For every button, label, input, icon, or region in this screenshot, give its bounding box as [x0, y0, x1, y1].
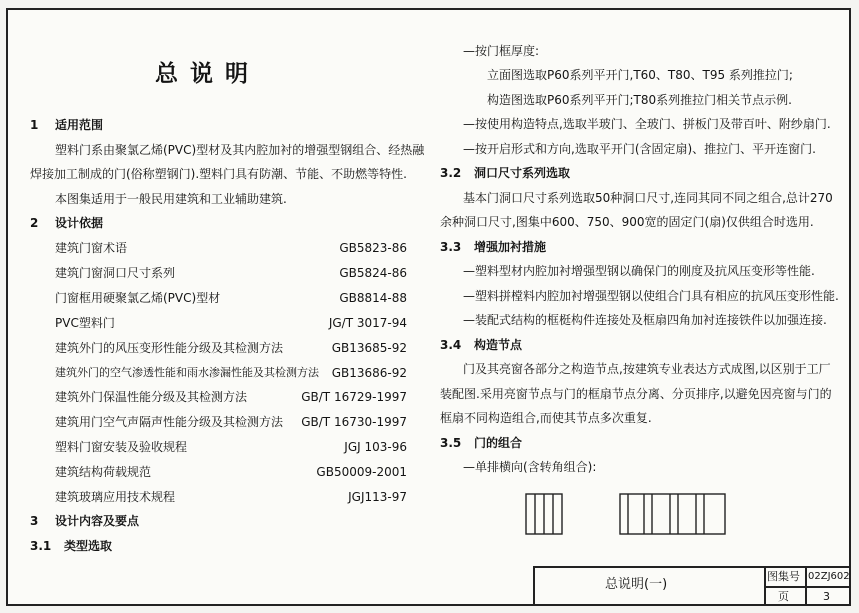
- atlas-number-value: 02ZJ602: [808, 571, 850, 582]
- standard-code: GB/T 16729-1997: [301, 390, 407, 404]
- section-3-3-line-3: —装配式结构的框梃构件连接处及框扇四角加衬连接铁件以加强连接.: [463, 313, 827, 327]
- title-block-left-border: [533, 566, 535, 606]
- section-1-num: 1: [30, 118, 39, 132]
- section-3-3-line-1: —塑料型材内腔加衬增强型钢以确保门的刚度及抗风压变形等性能.: [463, 264, 815, 278]
- section-3-4-title: 构造节点: [474, 338, 523, 352]
- section-1-para-line-1: 塑料门系由聚氯乙烯(PVC)型材及其内腔加衬的增强型钢组合、经热融: [55, 143, 425, 157]
- standard-name: 建筑门窗洞口尺寸系列: [55, 266, 176, 280]
- standard-code: GB/T 16730-1997: [301, 415, 407, 429]
- single-door-pair-sketch: [526, 494, 562, 534]
- standard-name: PVC塑料门: [55, 316, 115, 330]
- standard-code: GB5823-86: [339, 241, 407, 255]
- section-3-4-num: 3.4: [440, 338, 462, 352]
- section-3-1-num: 3.1: [30, 539, 52, 553]
- page-label: 页: [778, 590, 789, 603]
- section-3-4-line-3: 框扇不同构造组合,而使其节点多次重复.: [440, 411, 652, 425]
- section-3-3-line-2: —塑料拼樘料内腔加衬增强型钢以使组合门具有相应的抗风压变形性能.: [463, 289, 839, 303]
- section-3-5-line-1: —单排横向(含转角组合):: [463, 460, 597, 474]
- elevation-selection: 立面图选取P60系列平开门,T60、T80、T95 系列推拉门;: [487, 68, 793, 82]
- standard-name: 建筑外门的风压变形性能分级及其检测方法: [55, 341, 284, 355]
- standard-name: 塑料门窗安装及验收规程: [55, 440, 188, 454]
- standard-code: JGJ 103-96: [344, 440, 407, 454]
- section-3-1-title: 类型选取: [64, 539, 113, 553]
- multi-door-combination-sketch: [620, 494, 725, 534]
- section-2-title: 设计依据: [55, 216, 104, 230]
- standard-code: GB13686-92: [331, 366, 407, 380]
- section-3-4-line-2: 装配图.采用亮窗节点与门的框扇节点分离、分页排序,以避免因亮窗与门的: [440, 387, 832, 401]
- door-frame-thickness-heading: —按门框厚度:: [463, 44, 540, 58]
- section-3-title: 设计内容及要点: [55, 514, 140, 528]
- section-3-2-line-2: 余种洞口尺寸,图集中600、750、900宽的固定门(扇)仅供组合时选用.: [440, 215, 814, 229]
- standard-name: 建筑外门的空气渗透性能和雨水渗漏性能及其检测方法: [55, 366, 319, 379]
- standard-code: GB13685-92: [331, 341, 407, 355]
- title-block-row-divider: [764, 586, 851, 588]
- standard-name: 门窗框用硬聚氯乙烯(PVC)型材: [55, 291, 221, 305]
- standard-name: 建筑玻璃应用技术规程: [55, 490, 176, 504]
- section-3-5-num: 3.5: [440, 436, 462, 450]
- opening-type-selection: —按开启形式和方向,选取平开门(含固定扇)、推拉门、平开连窗门.: [463, 142, 816, 156]
- standard-name: 建筑外门保温性能分级及其检测方法: [55, 390, 248, 404]
- atlas-number-label: 图集号: [767, 570, 800, 583]
- section-3-4-line-1: 门及其亮窗各部分之构造节点,按建筑专业表达方式成图,以区别于工厂: [463, 362, 831, 376]
- title-block-top-border: [533, 566, 851, 568]
- section-3-3-num: 3.3: [440, 240, 462, 254]
- standard-code: JGJ113-97: [348, 490, 407, 504]
- section-3-2-line-1: 基本门洞口尺寸系列选取50种洞口尺寸,连同其同不同之组合,总计270: [463, 191, 833, 205]
- page-title: 总说明: [155, 61, 260, 87]
- construction-selection: 构造图选取P60系列平开门;T80系列推拉门相关节点示例.: [487, 93, 792, 107]
- section-3-5-title: 门的组合: [474, 436, 523, 450]
- standard-name: 建筑用门空气声隔声性能分级及其检测方法: [55, 415, 284, 429]
- page-number: 3: [823, 590, 830, 603]
- section-3-2-num: 3.2: [440, 166, 462, 180]
- section-3-2-title: 洞口尺寸系列选取: [474, 166, 571, 180]
- standard-name: 建筑结构荷载规范: [55, 465, 152, 479]
- section-1-title: 适用范围: [55, 118, 104, 132]
- standard-code: GB8814-88: [339, 291, 407, 305]
- sheet-name: 总说明(一): [605, 577, 668, 592]
- section-1-para-2: 本图集适用于一般民用建筑和工业辅助建筑.: [55, 192, 287, 206]
- standard-name: 建筑门窗术语: [55, 241, 128, 255]
- standard-code: GB50009-2001: [316, 465, 407, 479]
- section-3-3-title: 增强加衬措施: [474, 240, 547, 254]
- door-combination-diagram: [520, 490, 735, 540]
- standard-code: JG/T 3017-94: [328, 316, 407, 330]
- section-2-num: 2: [30, 216, 39, 230]
- section-1-para-line-2: 焊接加工制成的门(俗称塑钢门).塑料门具有防潮、节能、不助燃等特性.: [30, 167, 407, 181]
- usage-feature-selection: —按使用构造特点,选取半玻门、全玻门、拼板门及带百叶、附纱扇门.: [463, 117, 831, 131]
- section-3-num: 3: [30, 514, 39, 528]
- standard-code: GB5824-86: [339, 266, 407, 280]
